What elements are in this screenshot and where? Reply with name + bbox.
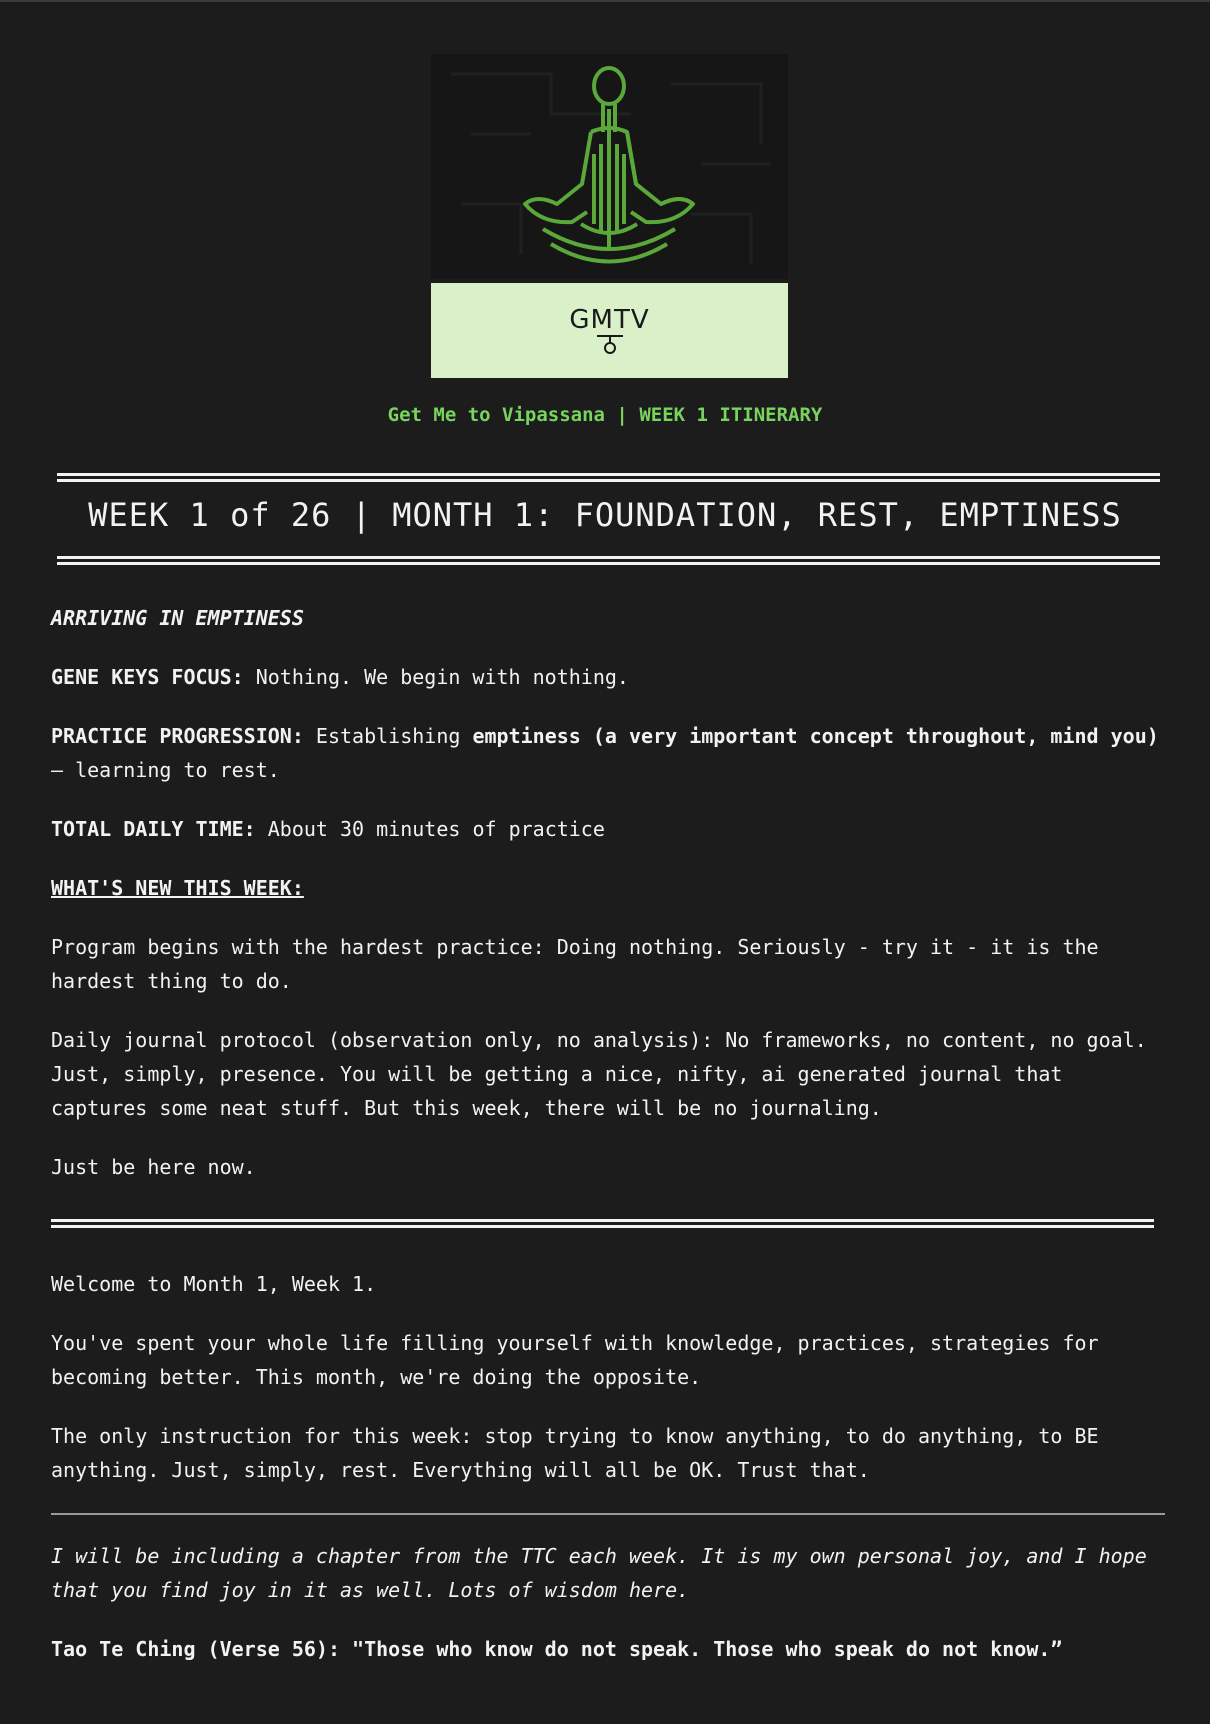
week-title: WEEK 1 of 26 | MONTH 1: FOUNDATION, REST, EMPTINESS	[88, 496, 1122, 534]
title-divider-top	[57, 473, 1160, 482]
total-time-label: TOTAL DAILY TIME:	[51, 817, 256, 841]
welcome-section	[51, 1267, 1161, 1487]
paragraph: Program begins with the hardest practice: Doing nothing. Seriously - try it - it is the hardest thing to do.	[51, 935, 1099, 993]
ttc-intro: I will be including a chapter from the TTC each week. It is my own personal joy, and I hope that you find joy in it as well. Lots of wisdom here.	[51, 1544, 1147, 1602]
gene-keys-text: Nothing. We begin with nothing.	[243, 665, 629, 689]
gene-keys-focus	[51, 660, 1161, 694]
gene-keys-label: GENE KEYS FOCUS:	[51, 665, 244, 689]
top-border	[0, 0, 1210, 2]
paragraph: Just be here now.	[51, 1155, 256, 1179]
welcome-instruction: The only instruction for this week: stop trying to know anything, to do anything, to BE anything. Just, simply, rest. Everything will all be OK. Trust that.	[51, 1424, 1099, 1482]
meditating-figure-icon	[431, 54, 788, 279]
ttc-section	[51, 1539, 1161, 1666]
thin-divider	[51, 1513, 1165, 1515]
itinerary-subtitle: Get Me to Vipassana | WEEK 1 ITINERARY	[387, 404, 823, 426]
paragraph: Daily journal protocol (observation only, no analysis): No frameworks, no content, no goal. Just, simply, presence. You will be getting a nice, nifty, ai generated journal that captures some neat stuff. But this week, there will be no journaling.	[51, 1028, 1147, 1120]
welcome-line: Welcome to Month 1, Week 1.	[51, 1272, 377, 1296]
practice-label: PRACTICE PROGRESSION:	[51, 724, 304, 748]
brand-symbol-icon	[595, 333, 625, 355]
whats-new-heading: WHAT'S NEW THIS WEEK:	[51, 876, 304, 900]
welcome-paragraph: You've spent your whole life filling yourself with knowledge, practices, strategies for becoming better. This month, we're doing the opposite.	[51, 1331, 1099, 1389]
total-daily-time	[51, 812, 1161, 846]
practice-text-start: Establishing	[303, 724, 473, 748]
intro-section	[51, 601, 1161, 1184]
practice-text-end: — learning to rest.	[51, 758, 280, 782]
total-time-text: About 30 minutes of practice	[255, 817, 605, 841]
brand-wordmark: GMTV	[569, 304, 650, 335]
practice-progression	[51, 719, 1161, 787]
title-divider-bottom	[57, 556, 1160, 565]
section-heading: ARRIVING IN EMPTINESS	[51, 606, 304, 630]
hero-logo-image	[431, 54, 788, 279]
brand-box	[431, 283, 788, 378]
section-divider	[51, 1219, 1154, 1228]
ttc-quote: Tao Te Ching (Verse 56): "Those who know do not speak. Those who speak do not know.”	[51, 1637, 1063, 1661]
practice-emphasis: emptiness (a very important concept throughout, mind you)	[472, 724, 1159, 748]
